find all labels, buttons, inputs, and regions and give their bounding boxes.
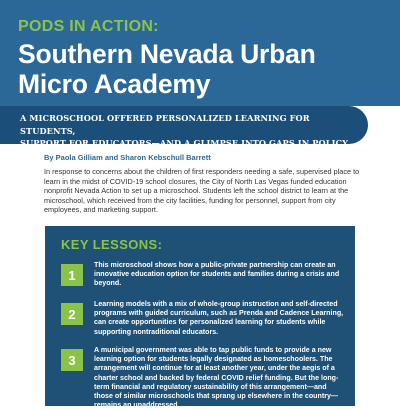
lesson-number-badge: 1 xyxy=(61,264,83,286)
subtitle-line-2: SUPPORT FOR EDUCATORS—AND A GLIMPSE INTO GAPS IN POLICY xyxy=(20,138,349,148)
subtitle-line-1: A MICROSCHOOL OFFERED PERSONALIZED LEARNING FOR STUDENTS, xyxy=(20,113,310,136)
title-line-2: Micro Academy xyxy=(18,69,211,99)
subtitle-banner xyxy=(0,106,368,148)
lesson-text: This microschool shows how a public-private partnership can create an innovative education option for students and families during a crisis and beyond. xyxy=(94,261,340,288)
title-line-1: Southern Nevada Urban xyxy=(18,39,316,69)
key-lessons-title: KEY LESSONS: xyxy=(61,237,163,252)
lesson-item-2 xyxy=(61,300,346,337)
page-title xyxy=(18,39,400,99)
lesson-number-badge: 3 xyxy=(61,349,83,371)
series-kicker: PODS IN ACTION: xyxy=(18,18,159,35)
lesson-number-badge: 2 xyxy=(61,303,83,325)
lesson-item-3 xyxy=(61,346,346,410)
subtitle xyxy=(20,112,368,150)
lesson-text: A municipal government was able to tap public funds to provide a new learning option for students legally designated as homeschoolers. The arrangement will continue for at least another year, under the aegis of a charter school and backed by federal COVID relief funding. But the long-term financial and regulatory sustainability of this arrangement—and those of similar microschools that sprang up elsewhere in the country—remains an unaddressed xyxy=(94,346,339,410)
lesson-text: Learning models with a mix of whole-group instruction and self-directed programs with guided curriculum, such as Prenda and Cadence Learning, can create opportunities for personalized learning for students while supporting nontraditional educators. xyxy=(94,300,344,336)
byline: By Paola Gilliam and Sharon Kebschull Barrett xyxy=(44,153,211,162)
header-banner xyxy=(0,0,400,106)
key-lessons-box xyxy=(45,226,355,410)
lesson-item-1 xyxy=(61,261,346,289)
intro-paragraph: In response to concerns about the children of first responders needing a safe, supervised place to learn in the midst of COVID-19 school closures, the City of North Las Vegas funded education nonprofit Nevada Action to set up a microschool. Students left the school district to learn at the microschool, which received from the city facilities, funding for personnel, support from city employees, and marketing support. xyxy=(44,167,360,215)
